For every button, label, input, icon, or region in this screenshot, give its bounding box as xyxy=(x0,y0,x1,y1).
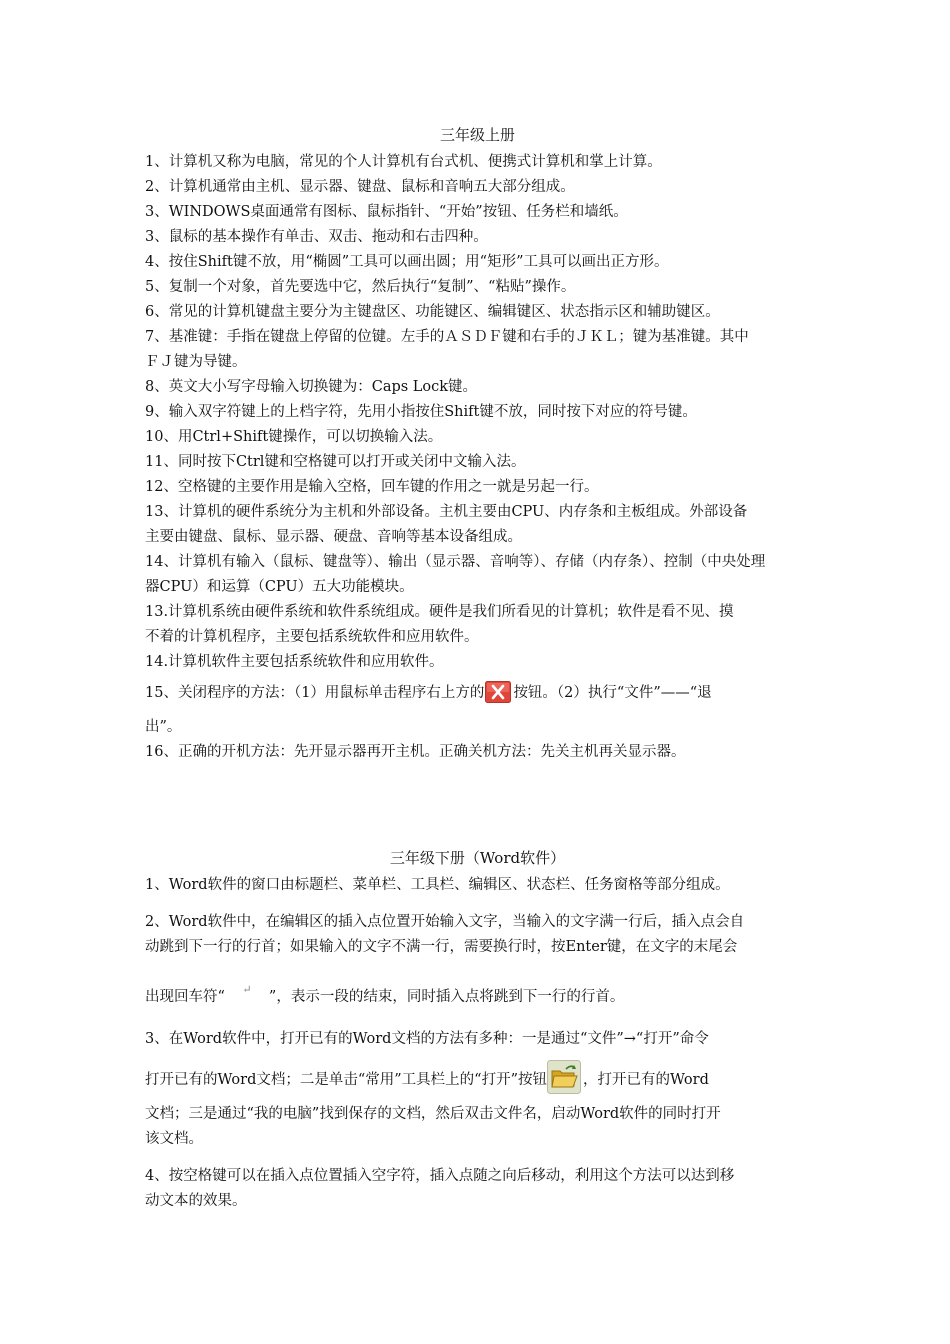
item-text: ”，表示一段的结束，同时插入点将跳到下一行的行首。 xyxy=(268,989,625,1005)
close-icon xyxy=(485,681,511,703)
return-symbol: ↵ xyxy=(242,983,252,996)
list-item-close-program xyxy=(145,675,810,711)
list-item: 2、Word软件中，在编辑区的插入点位置开始输入文字，当输入的文字满一行后，插入点会自 xyxy=(145,914,745,930)
item-text: 按钮。（2）执行“文件”——“退 xyxy=(513,685,712,701)
list-item: 9、输入双字符键上的上档字符，先用小指按住Shift键不放，同时按下对应的符号键。 xyxy=(145,404,697,420)
section-grade3-first-term xyxy=(145,126,810,765)
list-item: 10、用Ctrl+Shift键操作，可以切换输入法。 xyxy=(145,429,443,445)
open-folder-icon xyxy=(547,1060,581,1094)
list-item: 12、空格键的主要作用是输入空格，回车键的作用之一就是另起一行。 xyxy=(145,479,599,495)
list-item: 4、按空格键可以在插入点位置插入空字符，插入点随之向后移动，利用这个方法可以达到移 xyxy=(145,1168,735,1184)
list-item: 4、按住Shift键不放，用“椭圆”工具可以画出圆；用“矩形”工具可以画出正方形。 xyxy=(145,254,669,270)
list-item-continuation xyxy=(145,968,810,1019)
list-item: 3、WINDOWS桌面通常有图标、鼠标指针、“开始”按钮、任务栏和墙纸。 xyxy=(145,204,628,220)
list-item: 1、计算机又称为电脑，常见的个人计算机有台式机、便携式计算机和掌上计算。 xyxy=(145,154,662,170)
section-title: 三年级上册 xyxy=(439,126,515,144)
list-item: 7、基准键：手指在键盘上停留的位键。左手的ＡＳＤＦ键和右手的ＪＫＬ；键为基准键。其中 xyxy=(145,329,749,345)
list-item: 6、常见的计算机键盘主要分为主键盘区、功能键区、编辑键区、状态指示区和辅助键区。 xyxy=(145,304,720,320)
list-item-continuation: 出”。 xyxy=(145,719,182,735)
list-item: 8、英文大小写字母输入切换键为：Caps Lock键。 xyxy=(145,379,478,395)
section-title: 三年级下册（Word软件） xyxy=(389,849,566,867)
list-item: 13.计算机系统由硬件系统和软件系统组成。硬件是我们所看见的计算机；软件是看不见、摸 xyxy=(145,604,734,620)
list-item: 主要由键盘、鼠标、显示器、硬盘、音响等基本设备组成。 xyxy=(145,529,522,545)
list-item: 1、Word软件的窗口由标题栏、菜单栏、工具栏、编辑区、状态栏、任务窗格等部分组成。 xyxy=(145,877,730,893)
list-item: 器CPU）和运算（CPU）五大功能模块。 xyxy=(145,579,414,595)
list-item: 14.计算机软件主要包括系统软件和应用软件。 xyxy=(145,654,444,670)
item-text: 打开已有的Word文档；二是单击“常用”工具栏上的“打开”按钮 xyxy=(145,1072,548,1088)
list-item-continuation: 该文档。 xyxy=(145,1131,203,1147)
list-item-continuation xyxy=(145,1058,810,1102)
list-item: 不着的计算机程序，主要包括系统软件和应用软件。 xyxy=(145,629,479,645)
item-text: 15、关闭程序的方法：（1）用鼠标单击程序右上方的 xyxy=(145,685,485,701)
list-item-continuation: 动文本的效果。 xyxy=(145,1193,247,1209)
list-item: 16、正确的开机方法：先开显示器再开主机。正确关机方法：先关主机再关显示器。 xyxy=(145,744,686,760)
list-item: 2、计算机通常由主机、显示器、键盘、鼠标和音响五大部分组成。 xyxy=(145,179,575,195)
list-item-continuation: 动跳到下一行的行首；如果输入的文字不满一行，需要换行时，按Enter键，在文字的末尾会 xyxy=(145,939,738,955)
list-item: ＦＪ键为导键。 xyxy=(145,354,247,370)
list-item: 3、在Word软件中，打开已有的Word文档的方法有多种：一是通过“文件”→“打开”命令 xyxy=(145,1031,709,1047)
list-item-continuation: 文档；三是通过“我的电脑”找到保存的文档，然后双击文件名，启动Word软件的同时打开 xyxy=(145,1106,721,1122)
section-grade3-second-term xyxy=(145,849,810,1214)
list-item: 14、计算机有输入（鼠标、键盘等）、输出（显示器、音响等）、存储（内存条）、控制（中央处理 xyxy=(145,554,766,570)
list-item: 13、计算机的硬件系统分为主机和外部设备。主机主要由CPU、内存条和主板组成。外部设备 xyxy=(145,504,748,520)
list-item: 3、鼠标的基本操作有单击、双击、拖动和右击四种。 xyxy=(145,229,488,245)
item-text: ，打开已有的Word xyxy=(583,1072,709,1088)
item-text: 出现回车符“ xyxy=(145,989,225,1005)
list-item: 11、同时按下Ctrl键和空格键可以打开或关闭中文输入法。 xyxy=(145,454,526,470)
list-item: 5、复制一个对象，首先要选中它，然后执行“复制”、“粘贴”操作。 xyxy=(145,279,576,295)
